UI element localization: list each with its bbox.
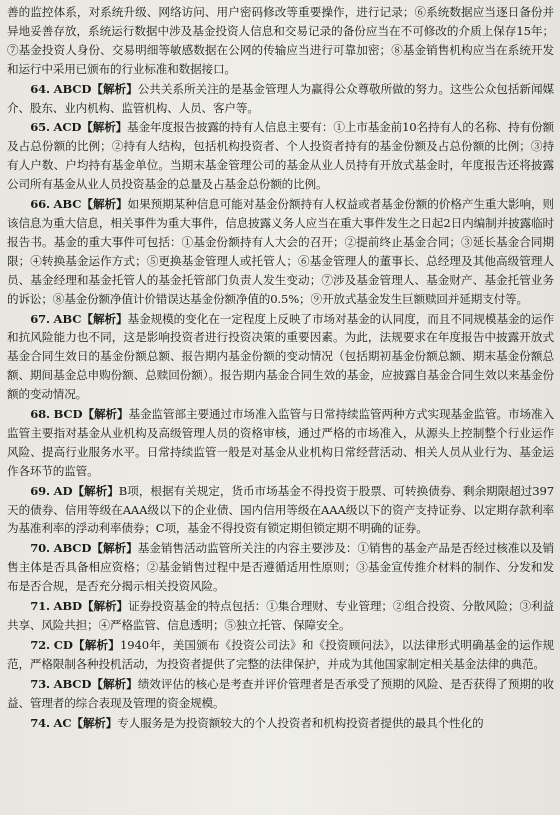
answer-letters: CD [53,637,73,652]
answer-66 [7,195,554,308]
answer-letters: BCD [53,407,83,422]
answer-65 [7,118,554,194]
answer-letters: ABC [53,197,82,212]
answer-letters: ABC [53,311,82,326]
answer-letters: ABCD [53,676,92,691]
paragraph-text: 专人服务是为投资额较大的个人投资者和机构投资者提供的最具个性化的 [117,715,484,730]
paragraph-text: 公共关系所关注的是基金管理人为赢得公众尊敬所做的努力。这些公众包括新闻媒介、股东、业内机构、监管机构、人员、客户等。 [7,81,555,115]
question-number: 73. [30,676,50,691]
paragraph-text: 基金年度报告披露的持有人信息主要有：①上市基金前10名持有人的名称、持有份额及占总份额的比例；②持有人结构，包括机构投资者、个人投资者持有的基金份额及占总份额的比例；③持有人户数、户均持有基金单位。当期末基金管理公司的基金从业人员持有开放式基金时，年度报告还将披露公司所有基金从业人员投资基金的总量及占基金总份额的比例。 [7,120,554,192]
question-number: 68. [30,407,50,422]
answer-64 [7,80,554,118]
answer-letters: ABD [53,599,82,614]
answer-71 [7,597,554,635]
paragraph-text: 基金销售活动监管所关注的内容主要涉及：①销售的基金产品是否经过核准以及销售主体是否具备相应资格；②基金销售过程中是否遵循适用性原则；③基金宣传推介材料的制作、分发和发布是否合规，是否充分揭示相关投资风险。 [7,541,555,594]
answer-letters: AD [53,483,73,498]
question-number: 72. [30,637,50,652]
answer-67 [7,310,554,405]
question-number: 71. [30,599,50,614]
analysis-tag: 【解析】 [81,599,129,614]
answer-70 [7,539,554,596]
answer-68 [7,405,554,481]
answer-letters: ABCD [53,541,92,556]
paragraph-text: 基金监管部主要通过市场准入监管与日常持续监管两种方式实现基金监管。市场准入监管主要指对基金从业机构及高级管理人员的资格审核，通过严格的市场准入，从源头上控制整个行业运作风险、提高行业服务水平。日常持续监管一般是对基金从业机构日常经营活动、相关人员从业行为、基金运作各环节的监管。 [7,407,555,478]
question-number: 64. [30,81,50,96]
question-number: 69. [30,483,50,498]
answer-72 [7,636,554,674]
question-number: 65. [30,120,50,135]
paragraph-text: 善的监控体系，对系统升级、网络访问、用户密码修改等重要操作，进行记录；⑥系统数据应当逐日备份并异地妥善存放，系统运行数据中涉及基金投资人信息和交易记录的备份应当在不可修改的介质上保存15年；⑦基金投资人身份、交易明细等敏感数据在公网的传输应当进行可靠加密；⑧基金销售机构应当在系统开发和运行中采用已颁布的行业标准和数据接口。 [7,5,554,76]
answer-letters: ACD [53,120,82,135]
analysis-tag: 【解析】 [81,311,128,326]
paragraph-text: B项，根据有关规定，货币市场基金不得投资于股票、可转换债券、剩余期限超过397天的债券、信用等级在AAA级以下的企业债、国内信用等级在AAA级以下的资产支持证券、以定期存款利率为基准利率的浮动利率债券；C项，基金不得投资有锁定期但锁定期不明确的证券。 [7,483,554,536]
analysis-tag: 【解析】 [91,541,138,556]
analysis-tag: 【解析】 [71,715,118,730]
paragraph-text: 1940年，美国颁布《投资公司法》和《投资顾问法》，以法律形式明确基金的运作规范，严格限制各种投机活动，为投资者提供了完整的法律保护，并成为其他国家制定相关基金法律的典范。 [7,637,555,671]
paragraph-text: 如果预期某种信息可能对基金份额持有人权益或者基金份额的价格产生重大影响，则该信息为重大信息，相关事件为重大事件，信息披露义务人应当在重大事件发生之日起2日内编制并披露临时报告书。基金的重大事件可包括：①基金份额持有人大会的召开；②提前终止基金合同；③延长基金合同期限；④转换基金运作方式；⑤更换基金管理人或托管人；⑥基金管理人的董事长、总经理及其他高级管理人员、基金经理和基金托管人的基金托管部门负责人发生变动；⑦涉及基金管理人、基金财产、基金托管业务的诉讼；⑧基金份额净值计价错误达基金份额净值的0.5%；⑨开放式基金发生巨额赎回并延期支付等。 [7,197,554,306]
answer-69 [7,482,554,539]
answer-letters: ABCD [53,81,92,96]
analysis-tag: 【解析】 [81,197,128,212]
question-number: 70. [30,541,50,556]
analysis-tag: 【解析】 [72,637,121,652]
analysis-tag: 【解析】 [72,483,119,498]
analysis-tag: 【解析】 [91,676,138,691]
analysis-tag: 【解析】 [91,81,138,96]
paragraph-text: 绩效评估的核心是考查并评价管理者是否承受了预期的风险、是否获得了预期的收益、管理者的综合表现及管理的资金规模。 [7,676,555,710]
answer-73 [7,675,554,713]
answer-letters: AC [53,715,72,730]
answer-74 [7,714,554,733]
question-number: 74. [30,715,50,730]
question-number: 67. [30,311,50,326]
paragraph-text: 基金规模的变化在一定程度上反映了市场对基金的认同度，而且不同规模基金的运作和抗风险能力也不同，这是影响投资者进行投资决策的重要因素。为此，法规要求在年度报告中披露开放式基金合同生效日的基金份额总额、报告期内基金份额的变动情况（包括期初基金份额总额、期末基金份额总额、期间基金总申购份额、总赎回份额）。报告期内基金合同生效的基金，应披露自基金合同生效以来基金份额的变动情况。 [7,311,554,402]
question-number: 66. [30,197,50,212]
analysis-tag: 【解析】 [82,407,129,422]
analysis-tag: 【解析】 [81,120,128,135]
paragraph-continuation [7,3,554,79]
paragraph-text: 证券投资基金的特点包括：①集合理财、专业管理；②组合投资、分散风险；③利益共享、风险共担；④严格监管、信息透明；⑤独立托管、保障安全。 [7,599,554,632]
